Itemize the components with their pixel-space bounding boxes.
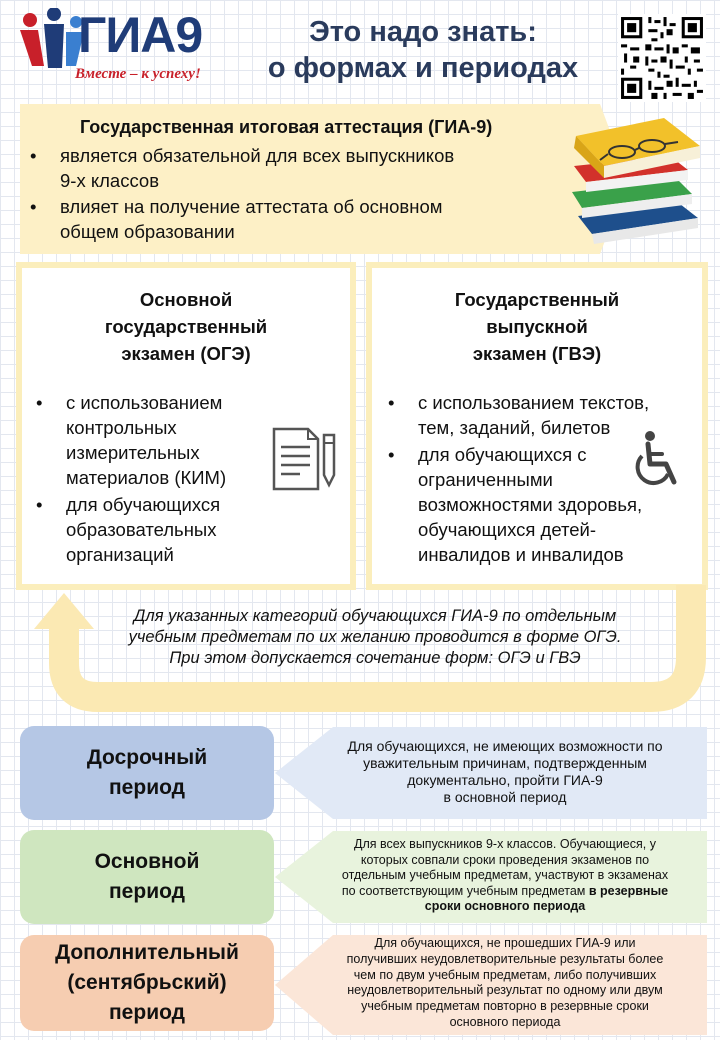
logo-slogan: Вместе – к успеху! [75,66,201,82]
title-line: Основной [139,289,233,310]
gve-bullet [388,390,650,440]
bullet-dot: • [36,494,43,515]
bullet-line: общем образовании [60,221,235,242]
desc-line: получивших неудовлетворительные результаты более [346,951,664,966]
banner-title: Государственная итоговая аттестация (ГИА-9) [80,117,493,137]
period-main-desc [306,837,704,915]
gve-title [372,286,702,367]
period-early-desc [306,738,704,806]
bullet-line: с использованием текстов, [418,392,650,413]
bullet-line: для обучающихся с [418,444,587,465]
period-name-line: Основной [94,850,200,873]
period-additional-label [20,935,274,1031]
title-line: о формах и периодах [267,52,579,84]
bullet-dot: • [388,444,395,465]
bullet-line: возможностями здоровья, [418,494,643,515]
oge-bullet [36,390,227,490]
desc-line: чем по двум учебным предметам, либо получивших [353,967,657,982]
bullet-line: материалов (КИМ) [66,467,227,488]
period-name-line: период [109,1001,185,1024]
bullet-line: инвалидов и инвалидов [418,544,624,565]
bullet-line: измерительных [66,442,200,463]
desc-line: основного периода [449,1014,561,1029]
banner-bullet [30,194,443,244]
oge-bullet [36,492,226,567]
period-name-line: период [109,880,185,903]
desc-line [306,884,704,900]
document-pen-icon [270,425,340,495]
bullet-line: образовательных [66,519,217,540]
bullet-line: для обучающихся [66,494,221,515]
gve-bullet [388,442,649,567]
desc-line: которых совпали сроки проведения экзаменов по [360,852,650,867]
bullet-line: контрольных [66,417,177,438]
period-name-line: Дополнительный [55,941,239,964]
desc-line: документально, пройти ГИА-9 [407,772,603,788]
desc-line: уважительным причинам, подтвержденным [363,755,647,771]
desc-bold-part: в резервные [588,883,669,898]
bullet-line: обучающихся детей- [418,519,597,540]
title-line: Это надо знать: [309,16,537,48]
wheelchair-icon [630,430,686,490]
bullet-dot: • [36,392,43,413]
desc-line: Для обучающихся, не прошедших ГИА-9 или [374,936,636,950]
period-name-line: период [109,776,185,799]
desc-line: неудовлетворительный результат по одному или двум [347,983,663,998]
period-name-line: (сентябрьский) [67,971,227,994]
bullet-line: 9-х классов [60,170,160,191]
logo-text: ГИА9 [78,7,203,63]
bullet-dot: • [30,196,37,217]
bullet-dot: • [30,145,37,166]
note-line: Для указанных категорий обучающихся ГИА-9 по отдельным [133,607,617,625]
title-line: экзамен (ГВЭ) [472,343,602,364]
title-line: выпускной [486,316,588,337]
banner-bullet [30,143,455,193]
bullet-line: с использованием [66,392,223,413]
period-additional-desc [306,936,704,1031]
desc-line: Для всех выпускников 9-х классов. Обучающиеся, у [354,837,656,851]
desc-line: учебным предметам повторно в резервные сроки [361,999,649,1014]
period-name-line: Досрочный [86,746,208,769]
oge-title [22,286,350,367]
books-stack-icon [560,108,710,248]
combination-note [60,606,690,669]
desc-line: Для обучающихся, не имеющих возможности по [347,738,663,754]
gve-card [372,268,702,584]
title-line: экзамен (ОГЭ) [121,343,251,364]
bullet-line: тем, заданий, билетов [418,417,611,438]
bullet-line: организаций [66,544,174,565]
oge-bullets [36,390,227,569]
period-early-label [20,726,274,820]
bullet-line: ограниченными [418,469,553,490]
page-title [238,14,608,86]
period-main-label [20,830,274,924]
bullet-dot: • [388,392,395,413]
title-line: Государственный [454,289,620,310]
desc-bold-line: сроки основного периода [424,899,586,913]
desc-line: отдельным учебным предметам, участвуют в экзаменах [341,868,669,882]
gve-bullets [388,390,650,569]
title-line: государственный [104,316,268,337]
qr-code [618,14,706,102]
desc-plain-part: по соответствующим учебным предметам [341,883,589,898]
bullet-line: влияет на получение аттестата об основном [60,196,443,217]
bullet-line: является обязательной для всех выпускников [60,145,455,166]
desc-line: в основной период [443,789,567,805]
note-line: При этом допускается сочетание форм: ОГЭ и ГВЭ [169,649,581,667]
note-line: учебным предметам по их желанию проводится в форме ОГЭ. [128,628,622,646]
